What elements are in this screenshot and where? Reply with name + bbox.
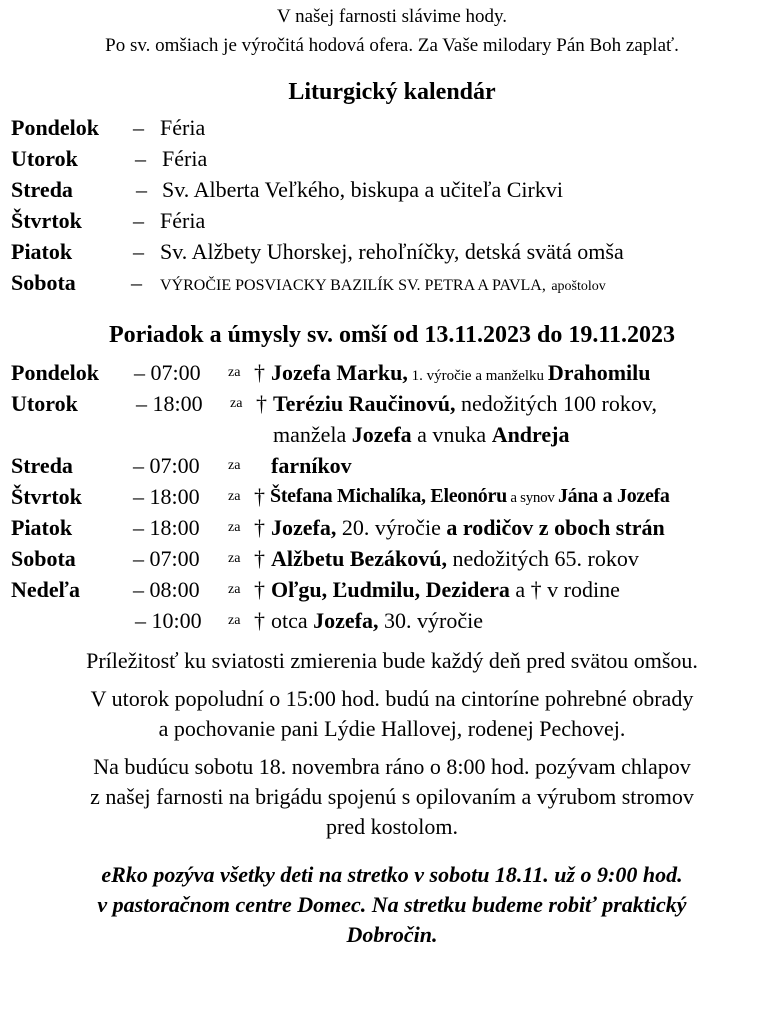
mass-day: Utorok: [11, 391, 78, 416]
mass-row: [0, 481, 784, 512]
mass-row: [0, 543, 784, 574]
calendar-text: Sv. Alžbety Uhorskej, rehoľníčky, detská svätá omša: [160, 239, 624, 264]
mass-intention: Jozefa Marku, 1. výročie a manželku Drahomilu: [271, 360, 651, 385]
calendar-dash: –: [135, 146, 146, 171]
calendar-text-small: apoštolov: [551, 279, 606, 294]
calendar-day: Pondelok: [11, 115, 100, 140]
cross-symbol: †: [254, 546, 265, 571]
calendar-day: Štvrtok: [11, 208, 82, 233]
mass-row: [0, 388, 784, 419]
mass-day: Pondelok: [11, 360, 100, 385]
mass-za: za: [228, 365, 241, 380]
mass-dash: –: [133, 453, 144, 478]
mass-dash: –: [133, 577, 144, 602]
calendar-day: Sobota: [11, 270, 76, 295]
mass-intention: farníkov: [271, 453, 352, 478]
calendar-row: [0, 267, 784, 298]
mass-time: 07:00: [149, 546, 200, 571]
cross-symbol: †: [254, 608, 265, 633]
calendar-day: Piatok: [11, 239, 73, 264]
calendar-row: [0, 236, 784, 267]
mass-dash: –: [133, 546, 144, 571]
confession-note: Príležitosť ku sviatosti zmierenia bude každý deň pred svätou omšou.: [86, 648, 698, 673]
calendar-text: Sv. Alberta Veľkého, biskupa a učiteľa Cirkvi: [162, 177, 563, 202]
cross-symbol: †: [254, 360, 265, 385]
calendar-day: Streda: [11, 177, 73, 202]
mass-row-continuation: [0, 419, 784, 450]
mass-za: za: [228, 613, 241, 628]
mass-time: 08:00: [149, 577, 200, 602]
brigade-note: Na budúcu sobotu 18. novembra ráno o 8:00 hod. pozývam chlapov z našej farnosti na brigádu spojenú s opilovaním a výrubom stromov pred kostolom.: [90, 754, 694, 839]
mass-za: za: [228, 582, 241, 597]
cross-symbol: †: [254, 577, 265, 602]
calendar-dash: –: [133, 208, 144, 233]
calendar-text: Féria: [162, 146, 208, 171]
calendar-row: [0, 174, 784, 205]
liturgical-calendar: [0, 112, 784, 298]
masses-heading: Poriadok a úmysly sv. omší od 13.11.2023 do 19.11.2023: [108, 322, 676, 348]
mass-row: [0, 512, 784, 543]
mass-za: za: [228, 489, 241, 504]
calendar-row: [0, 143, 784, 174]
cross-symbol: †: [254, 484, 265, 509]
funeral-note: V utorok popoludní o 15:00 hod. budú na cintoríne pohrebné obrady a pochovanie pani Lýdie Hallovej, rodenej Pechovej.: [90, 686, 694, 741]
mass-intention: otca Jozefa, 30. výročie: [271, 608, 483, 633]
mass-day: Štvrtok: [11, 484, 82, 509]
mass-intention: Teréziu Raučinovú, nedožitých 100 rokov,: [273, 391, 657, 416]
mass-za: za: [228, 458, 241, 473]
mass-intention: Alžbetu Bezákovú, nedožitých 65. rokov: [271, 546, 639, 571]
mass-schedule: [0, 357, 784, 636]
calendar-day: Utorok: [11, 146, 78, 171]
calendar-text: Féria: [160, 115, 206, 140]
mass-dash: –: [133, 515, 144, 540]
mass-time: 18:00: [152, 391, 203, 416]
mass-row: [0, 605, 784, 636]
calendar-row: [0, 112, 784, 143]
calendar-dash: –: [133, 115, 144, 140]
calendar-dash: –: [136, 177, 147, 202]
mass-time: 18:00: [149, 484, 200, 509]
calendar-text: VÝROČIE POSVIACKY BAZILÍK SV. PETRA A PAVLA,: [160, 277, 546, 294]
mass-time: 18:00: [149, 515, 200, 540]
mass-row: [0, 357, 784, 388]
mass-intention: Štefana Michalíka, Eleonóru a synov Jána a Jozefa: [270, 485, 670, 507]
mass-intention: Oľgu, Ľudmilu, Dezidera a † v rodine: [271, 577, 620, 602]
mass-dash: –: [133, 484, 144, 509]
mass-dash: –: [136, 391, 147, 416]
calendar-heading: Liturgický kalendár: [288, 79, 496, 105]
calendar-row: [0, 205, 784, 236]
calendar-text: Féria: [160, 208, 206, 233]
intro-line-1: V našej farnosti slávime hody.: [276, 6, 508, 27]
mass-time: 10:00: [151, 608, 202, 633]
intro: [0, 0, 784, 60]
calendar-dash: –: [131, 270, 142, 295]
mass-za: za: [228, 520, 241, 535]
cross-symbol: †: [254, 515, 265, 540]
intro-line-2: Po sv. omšiach je výročitá hodová ofera. Za Vaše milodary Pán Boh zaplať.: [105, 35, 679, 56]
erko-invitation: eRko pozýva všetky deti na stretko v sobotu 18.11. už o 9:00 hod. v pastoračnom centre Domec. Na stretku budeme robiť praktický Dobročin.: [97, 862, 687, 947]
mass-za: za: [230, 396, 243, 411]
mass-dash: –: [134, 360, 145, 385]
mass-intention: Jozefa, 20. výročie a rodičov z oboch strán: [271, 515, 665, 540]
mass-intention: manžela Jozefa a vnuka Andreja: [273, 422, 570, 447]
mass-row: [0, 574, 784, 605]
mass-time: 07:00: [150, 360, 201, 385]
mass-day: Streda: [11, 453, 73, 478]
cross-symbol: †: [256, 391, 267, 416]
mass-day: Nedeľa: [11, 577, 80, 602]
mass-day: Piatok: [11, 515, 73, 540]
mass-day: Sobota: [11, 546, 76, 571]
mass-dash: –: [135, 608, 146, 633]
mass-time: 07:00: [149, 453, 200, 478]
mass-row: [0, 450, 784, 481]
calendar-dash: –: [133, 239, 144, 264]
mass-za: za: [228, 551, 241, 566]
